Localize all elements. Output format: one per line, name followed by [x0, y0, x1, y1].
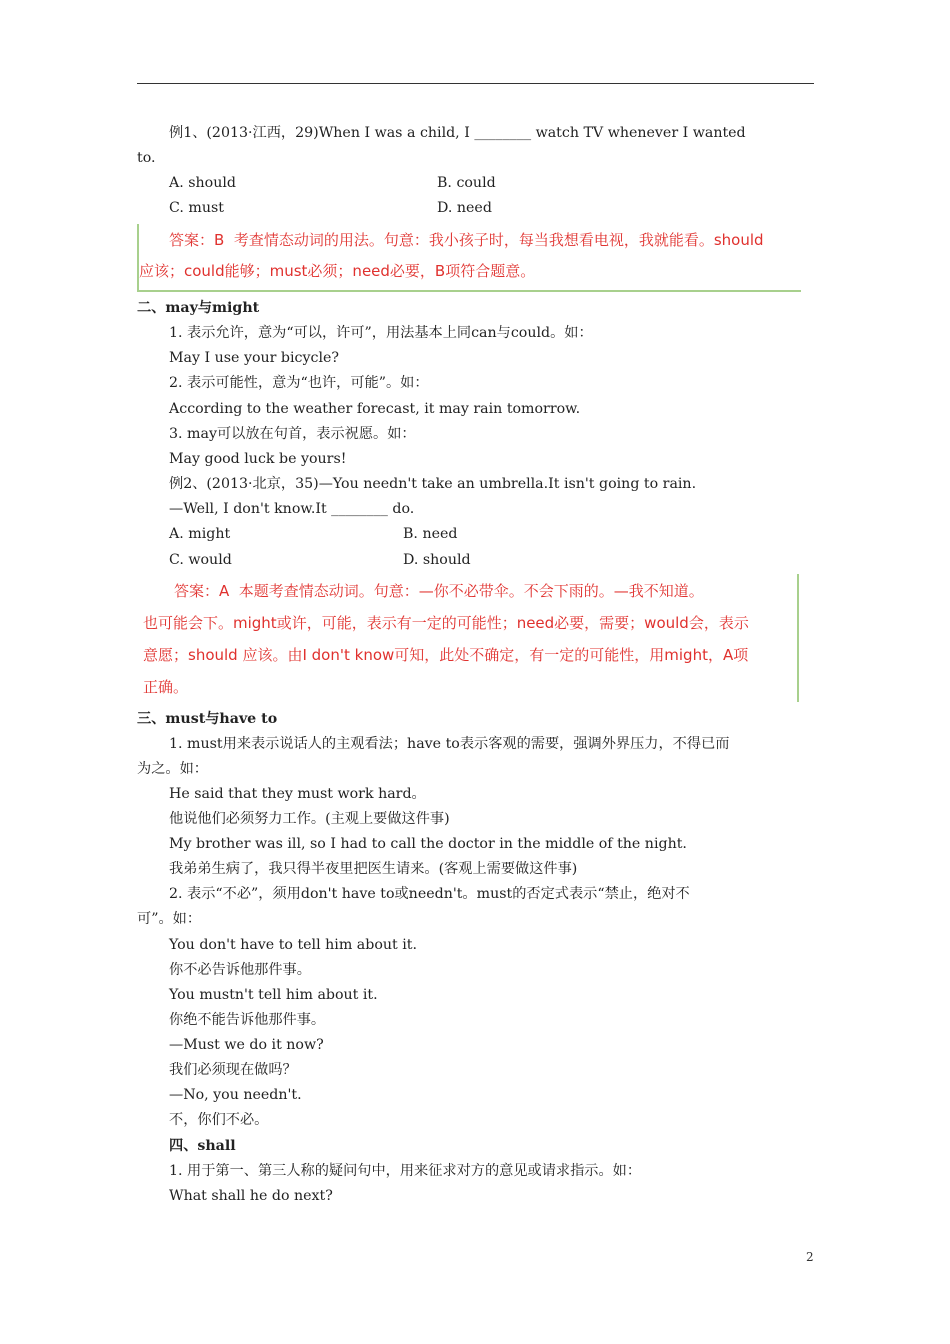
- text-line: 2. 表示“不必”，须用don't have to或needn't。must的否定式表示“禁止，绝对不: [169, 886, 690, 902]
- text-line: My brother was ill, so I had to call the doctor in the middle of the night.: [169, 836, 687, 852]
- text-line: 二、may与might: [137, 300, 260, 316]
- text-line: B. could: [437, 175, 496, 191]
- text-line: D. should: [403, 552, 471, 568]
- text-line: A. should: [169, 175, 236, 191]
- text-line: —Well, I don't know.It ________ do.: [169, 501, 415, 517]
- text-line: A. might: [169, 526, 231, 542]
- text-line: What shall he do next?: [169, 1188, 333, 1204]
- text-line: 2. 表示可能性，意为“也许，可能”。如：: [169, 375, 429, 391]
- answer-line: 应该；could能够；must必须；need必要，B项符合题意。: [139, 262, 536, 280]
- text-line: 我们必须现在做吗？: [169, 1062, 297, 1078]
- text-line: 我弟弟生病了，我只得半夜里把医生请来。(客观上需要做这件事): [169, 861, 578, 877]
- answer-line: 意愿；should 应该。由I don't know可知，此处不确定，有一定的可能性，用might，A项: [143, 646, 749, 664]
- text-line: D. need: [437, 200, 492, 216]
- text-line: 3. may可以放在句首，表示祝愿。如：: [169, 426, 416, 442]
- text-line: You mustn't tell him about it.: [169, 987, 378, 1003]
- text-line: He said that they must work hard。: [169, 786, 426, 802]
- text-line: C. would: [169, 552, 232, 568]
- page-number: 2: [806, 1250, 814, 1264]
- text-line: 1. 表示允许，意为“可以，许可”，用法基本上同can与could。如：: [169, 325, 593, 341]
- text-line: 你不必告诉他那件事。: [169, 962, 311, 978]
- text-line: May I use your bicycle?: [169, 350, 340, 366]
- text-line: —Must we do it now?: [169, 1037, 324, 1053]
- text-line: 三、must与have to: [137, 711, 278, 727]
- text-line: —No, you needn't.: [169, 1087, 302, 1103]
- answer-line: 答案：A 本题考查情态动词。句意：—你不必带伞。不会下雨的。—我不知道。: [174, 582, 704, 600]
- text-line: B. need: [403, 526, 458, 542]
- text-line: 你绝不能告诉他那件事。: [169, 1012, 326, 1028]
- text-line: C. must: [169, 200, 224, 216]
- text-line: 例2、(2013·北京，35)—You needn't take an umbrella.It isn't going to rain.: [169, 476, 697, 492]
- text-line: 1. must用来表示说话人的主观看法；have to表示客观的需要，强调外界压力，不得已而: [169, 736, 730, 752]
- text-line: You don't have to tell him about it.: [169, 937, 417, 953]
- text-line: 为之。如：: [137, 761, 208, 777]
- header-rule: [137, 83, 814, 84]
- text-line: 可”。如：: [137, 911, 202, 927]
- text-line: May good luck be yours!: [169, 451, 347, 467]
- text-line: 1. 用于第一、第三人称的疑问句中，用来征求对方的意见或请求指示。如：: [169, 1163, 642, 1179]
- text-line: According to the weather forecast, it may rain tomorrow.: [169, 401, 581, 417]
- answer-line: 答案：B 考查情态动词的用法。句意：我小孩子时，每当我想看电视，我就能看。should: [169, 231, 764, 249]
- answer-line: 也可能会下。might或许，可能，表示有一定的可能性；need必要，需要；would会，表示: [143, 614, 749, 632]
- text-line: 例1、(2013·江西，29)When I was a child, I ________ watch TV whenever I wanted: [169, 125, 746, 141]
- answer-line: 正确。: [143, 678, 189, 696]
- text-line: 他说他们必须努力工作。(主观上要做这件事): [169, 811, 450, 827]
- text-line: 四、shall: [169, 1138, 236, 1154]
- text-line: 不，你们不必。: [169, 1112, 269, 1128]
- text-line: to.: [137, 150, 156, 166]
